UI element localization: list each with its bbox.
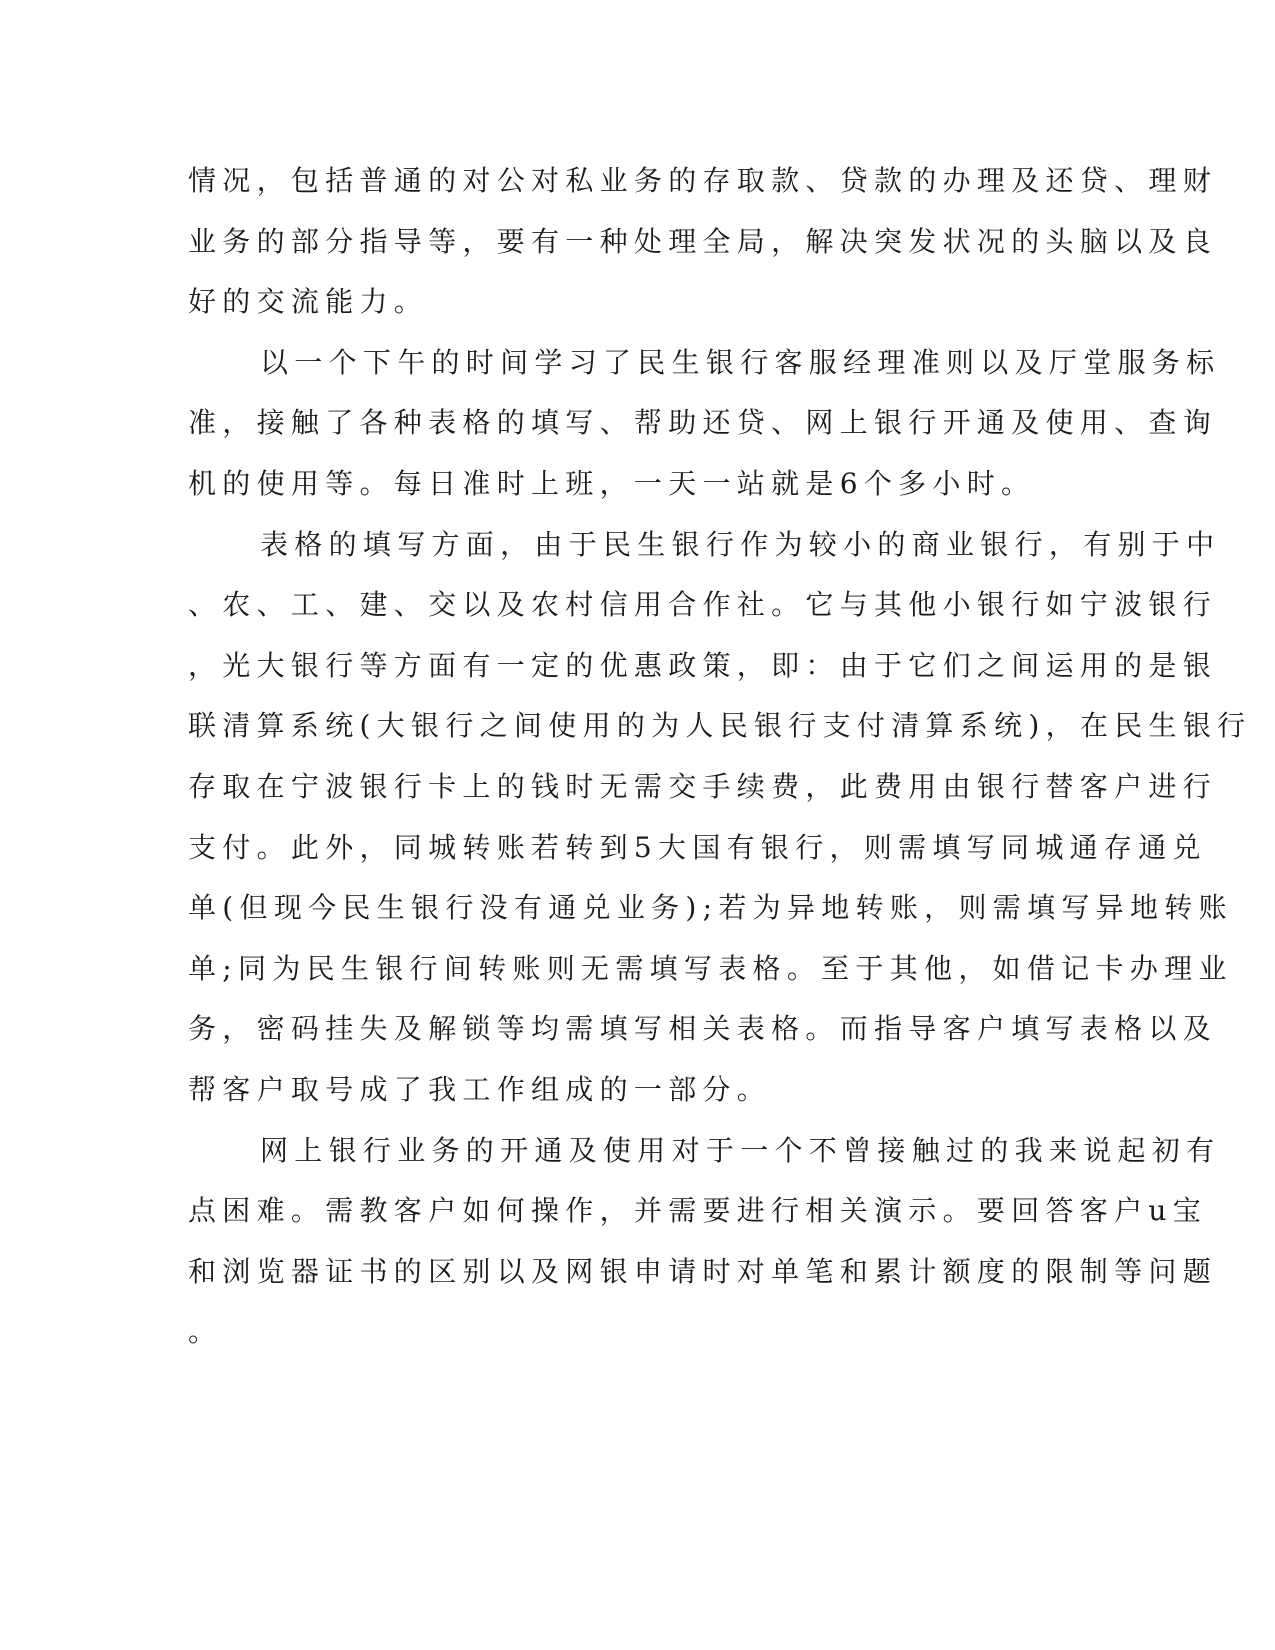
text-line: 机的使用等。每日准时上班，一天一站就是6个多小时。 <box>188 466 1036 500</box>
text-line: 以一个下午的时间学习了民生银行客服经理准则以及厅堂服务标 <box>260 345 1221 379</box>
text-line: 情况，包括普通的对公对私业务的存取款、贷款的办理及还贷、理财 <box>188 164 1218 197</box>
text-line: 帮客户取号成了我工作组成的一部分。 <box>188 1072 772 1106</box>
text-line: 点困难。需教客户如何操作，并需要进行相关演示。要回答客户u宝 <box>188 1194 1208 1228</box>
paragraph <box>188 160 1218 342</box>
text-line: 单;同为民生银行间转账则无需填写表格。至于其他，如借记卡办理业 <box>188 951 1233 985</box>
text-line: 务，密码挂失及解锁等均需填写相关表格。而指导客户填写表格以及 <box>188 1012 1218 1046</box>
text-line: 好的交流能力。 <box>188 285 429 319</box>
text-line: ，光大银行等方面有一定的优惠政策，即：由于它们之间运用的是银 <box>188 648 1218 682</box>
paragraph <box>188 342 1221 524</box>
body-text <box>188 160 1252 1372</box>
text-line: 单(但现今民生银行没有通兑业务);若为异地转账，则需填写异地转账 <box>188 891 1233 925</box>
text-line: 准，接触了各种表格的填写、帮助还贷、网上银行开通及使用、查询 <box>188 406 1218 440</box>
text-line: 表格的填写方面，由于民生银行作为较小的商业银行，有别于中 <box>260 527 1221 561</box>
text-line: 和浏览器证书的区别以及网银申请时对单笔和累计额度的限制等问题 <box>188 1254 1218 1288</box>
paragraph <box>188 1130 1221 1372</box>
text-line: 业务的部分指导等，要有一种处理全局，解决突发状况的头脑以及良 <box>188 224 1218 258</box>
paragraph <box>188 524 1252 1130</box>
text-line: 、农、工、建、交以及农村信用合作社。它与其他小银行如宁波银行 <box>188 588 1218 622</box>
text-line: 网上银行业务的开通及使用对于一个不曾接触过的我来说起初有 <box>260 1133 1221 1167</box>
text-line: 支付。此外，同城转账若转到5大国有银行，则需填写同城通存通兑 <box>188 830 1207 864</box>
text-line: 存取在宁波银行卡上的钱时无需交手续费，此费用由银行替客户进行 <box>188 769 1218 803</box>
text-line: 。 <box>188 1315 223 1349</box>
text-line: 联清算系统(大银行之间使用的为人民银行支付清算系统)，在民生银行 <box>188 709 1252 743</box>
